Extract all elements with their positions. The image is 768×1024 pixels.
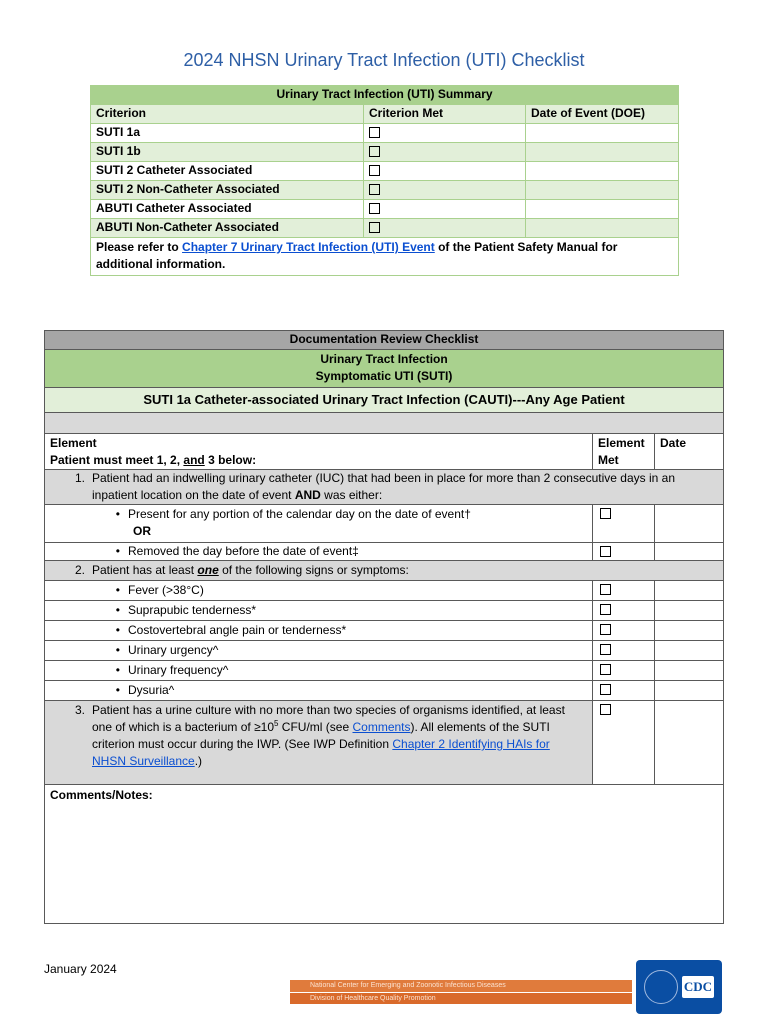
bullet-icon: • bbox=[115, 507, 120, 521]
element-met-cell bbox=[593, 641, 655, 661]
cdc-logo-text: CDC bbox=[682, 976, 714, 998]
item-number: 1. bbox=[74, 471, 85, 485]
element-met-cell bbox=[593, 601, 655, 621]
exponent: 5 bbox=[274, 719, 279, 728]
must-meet-and: and bbox=[183, 453, 205, 467]
date-cell[interactable] bbox=[655, 543, 724, 561]
bullet-icon: • bbox=[115, 544, 120, 558]
review-subheading bbox=[45, 350, 724, 388]
documentation-review-table bbox=[44, 330, 724, 924]
criterion-met-checkbox[interactable] bbox=[369, 127, 380, 138]
criterion-label: SUTI 2 Non-Catheter Associated bbox=[91, 181, 364, 200]
must-meet-text: 3 below: bbox=[204, 453, 257, 467]
symptom-cva bbox=[45, 621, 593, 641]
criterion-met-cell bbox=[364, 162, 526, 181]
item-text: of the following signs or symptoms: bbox=[218, 563, 409, 577]
item-text: was either: bbox=[320, 488, 383, 502]
symptom-dysuria bbox=[45, 681, 593, 701]
bullet-removed bbox=[45, 543, 593, 561]
item-3 bbox=[45, 701, 593, 785]
cdc-logo bbox=[636, 960, 722, 1014]
chapter-2-link[interactable]: Chapter 2 Identifying HAIs for NHSN Surveillance bbox=[92, 737, 550, 768]
note-text: of the Patient Safety Manual for additional information. bbox=[96, 240, 618, 271]
item-text: Patient has at least bbox=[92, 563, 198, 577]
item-text: .) bbox=[194, 754, 203, 768]
date-cell[interactable] bbox=[655, 661, 724, 681]
comments-notes[interactable] bbox=[45, 785, 724, 924]
criterion-met-cell bbox=[364, 200, 526, 219]
element-met-checkbox[interactable] bbox=[600, 584, 611, 595]
symptom-frequency bbox=[45, 661, 593, 681]
doe-cell[interactable] bbox=[526, 181, 679, 200]
symptom-fever bbox=[45, 581, 593, 601]
cdc-banner bbox=[290, 980, 632, 1004]
date-cell[interactable] bbox=[655, 621, 724, 641]
banner-division: Division of Healthcare Quality Promotion bbox=[290, 993, 632, 1004]
element-met-checkbox[interactable] bbox=[600, 684, 611, 695]
symptom-text: Suprapubic tenderness* bbox=[128, 603, 257, 617]
element-met-checkbox[interactable] bbox=[600, 546, 611, 557]
bullet-icon: • bbox=[115, 603, 120, 617]
bullet-icon: • bbox=[115, 663, 120, 677]
must-meet-text: Patient must meet 1, 2, bbox=[50, 453, 184, 467]
criterion-label: ABUTI Non-Catheter Associated bbox=[91, 219, 364, 238]
item-3-text bbox=[92, 702, 580, 770]
bullet-icon: • bbox=[115, 683, 120, 697]
comments-link[interactable]: Comments bbox=[352, 720, 411, 734]
element-met-cell bbox=[593, 505, 655, 543]
item-number: 2. bbox=[74, 563, 85, 577]
element-met-cell bbox=[593, 543, 655, 561]
col-criterion-met: Criterion Met bbox=[364, 105, 526, 124]
bullet-text: Present for any portion of the calendar day on the date of event† bbox=[128, 507, 471, 521]
criterion-met-checkbox[interactable] bbox=[369, 146, 380, 157]
criterion-met-cell bbox=[364, 143, 526, 162]
uti-summary-table bbox=[90, 85, 679, 276]
element-met-checkbox[interactable] bbox=[600, 508, 611, 519]
date-cell[interactable] bbox=[655, 581, 724, 601]
element-label: Element bbox=[50, 436, 97, 450]
item-text: Patient has a urine culture with no more than two species of organisms identified, at least one of which is a bacterium of ≥10 bbox=[92, 703, 565, 734]
criterion-label: SUTI 1a bbox=[91, 124, 364, 143]
bullet-present bbox=[45, 505, 593, 543]
element-met-cell bbox=[593, 681, 655, 701]
summary-note bbox=[91, 238, 679, 276]
criterion-met-checkbox[interactable] bbox=[369, 184, 380, 195]
bullet-icon: • bbox=[115, 583, 120, 597]
review-heading: Documentation Review Checklist bbox=[45, 331, 724, 350]
item-text: CFU/ml (see bbox=[278, 720, 353, 734]
footer-date: January 2024 bbox=[44, 962, 117, 976]
element-met-checkbox[interactable] bbox=[600, 644, 611, 655]
element-met-label: Element bbox=[598, 436, 645, 450]
element-met-cell bbox=[593, 621, 655, 641]
item-2 bbox=[45, 561, 724, 581]
criterion-met-checkbox[interactable] bbox=[369, 222, 380, 233]
bullet-icon: • bbox=[115, 623, 120, 637]
element-met-header bbox=[593, 434, 655, 470]
banner-center: National Center for Emerging and Zoonotic Infectious Diseases bbox=[290, 980, 632, 992]
subheading-uti: Urinary Tract Infection bbox=[320, 352, 448, 366]
date-header: Date bbox=[655, 434, 724, 470]
spacer-row bbox=[45, 413, 724, 434]
must-meet-label bbox=[50, 452, 587, 469]
symptom-suprapubic bbox=[45, 601, 593, 621]
symptom-text: Dysuria^ bbox=[128, 683, 175, 697]
col-criterion: Criterion bbox=[91, 105, 364, 124]
item-and: AND bbox=[294, 488, 321, 502]
doe-cell[interactable] bbox=[526, 143, 679, 162]
element-met-checkbox[interactable] bbox=[600, 704, 611, 715]
element-met-cell bbox=[593, 701, 655, 785]
date-cell[interactable] bbox=[655, 601, 724, 621]
element-met-checkbox[interactable] bbox=[600, 624, 611, 635]
doe-cell[interactable] bbox=[526, 200, 679, 219]
element-header bbox=[45, 434, 593, 470]
symptom-text: Urinary frequency^ bbox=[128, 663, 229, 677]
or-label: OR bbox=[133, 524, 151, 538]
item-1 bbox=[45, 470, 724, 505]
item-1-text bbox=[92, 470, 682, 504]
criterion-met-cell bbox=[364, 219, 526, 238]
bullet-text: Removed the day before the date of event‡ bbox=[128, 544, 359, 558]
criterion-heading: SUTI 1a Catheter-associated Urinary Tract Infection (CAUTI)---Any Age Patient bbox=[45, 388, 724, 413]
item-text: Patient had an indwelling urinary catheter (IUC) that had been in place for more than 2 consecutive days in an inpatient location on the date of event bbox=[92, 471, 676, 502]
comments-label: Comments/Notes: bbox=[50, 788, 153, 802]
summary-heading: Urinary Tract Infection (UTI) Summary bbox=[91, 86, 679, 105]
item-one: one bbox=[197, 563, 219, 577]
element-met-cell bbox=[593, 581, 655, 601]
bullet-icon: • bbox=[115, 643, 120, 657]
symptom-text: Fever (>38°C) bbox=[128, 583, 204, 597]
element-met-label: Met bbox=[598, 453, 619, 467]
criterion-met-cell bbox=[364, 124, 526, 143]
criterion-label: SUTI 2 Catheter Associated bbox=[91, 162, 364, 181]
criterion-label: ABUTI Catheter Associated bbox=[91, 200, 364, 219]
page-title: 2024 NHSN Urinary Tract Infection (UTI) Checklist bbox=[183, 50, 585, 70]
doe-cell[interactable] bbox=[526, 124, 679, 143]
col-date-of-event: Date of Event (DOE) bbox=[526, 105, 679, 124]
criterion-label: SUTI 1b bbox=[91, 143, 364, 162]
hhs-seal-icon bbox=[644, 970, 678, 1004]
subheading-suti: Symptomatic UTI (SUTI) bbox=[315, 369, 453, 383]
item-number: 3. bbox=[74, 703, 85, 717]
date-cell[interactable] bbox=[655, 505, 724, 543]
date-cell[interactable] bbox=[655, 681, 724, 701]
chapter-7-link[interactable]: Chapter 7 Urinary Tract Infection (UTI) Event bbox=[182, 240, 435, 254]
symptom-text: Costovertebral angle pain or tenderness* bbox=[128, 623, 347, 637]
criterion-met-cell bbox=[364, 181, 526, 200]
symptom-text: Urinary urgency^ bbox=[128, 643, 219, 657]
doe-cell[interactable] bbox=[526, 219, 679, 238]
date-cell[interactable] bbox=[655, 701, 724, 785]
criterion-met-checkbox[interactable] bbox=[369, 165, 380, 176]
element-met-cell bbox=[593, 661, 655, 681]
element-met-checkbox[interactable] bbox=[600, 664, 611, 675]
element-met-checkbox[interactable] bbox=[600, 604, 611, 615]
doe-cell[interactable] bbox=[526, 162, 679, 181]
criterion-met-checkbox[interactable] bbox=[369, 203, 380, 214]
date-cell[interactable] bbox=[655, 641, 724, 661]
symptom-urgency bbox=[45, 641, 593, 661]
item-text: ). All elements of the SUTI criterion must occur during the IWP. (See IWP Definition bbox=[92, 720, 550, 751]
note-text: Please refer to bbox=[96, 240, 183, 254]
